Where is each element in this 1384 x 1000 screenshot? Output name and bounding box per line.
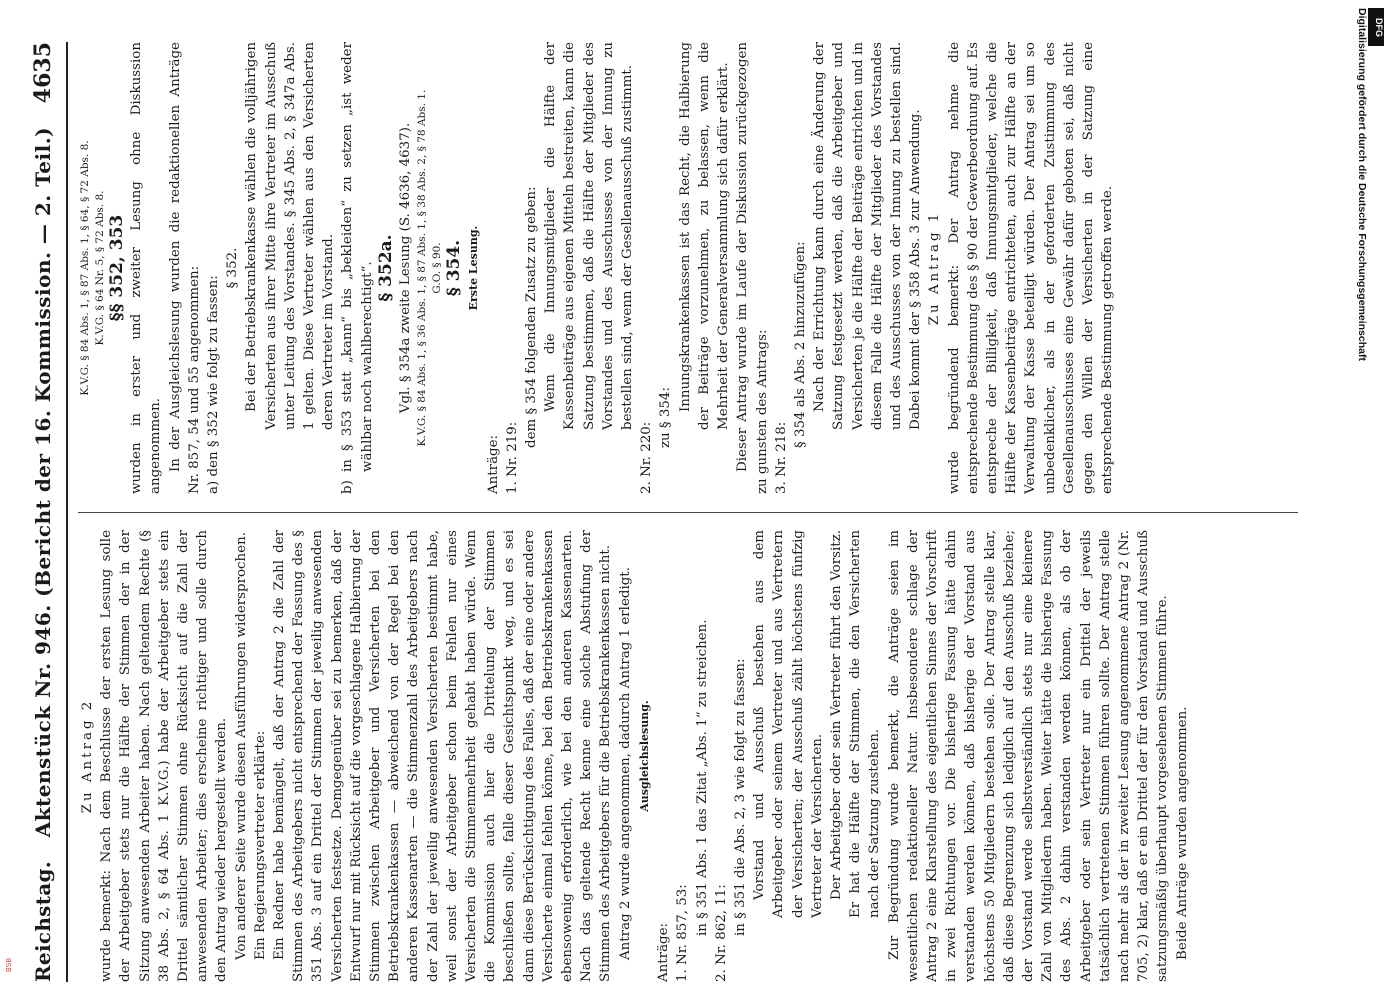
- paragraph: 1. Nr. 219:: [504, 421, 520, 494]
- paragraph: Innungskrankenkassen ist das Recht, die Halbierung der Beiträge vorzunehmen, zu belassen, wenn die Mehrheit der Generalversammlung sich dafür erklärt.: [677, 42, 732, 430]
- paragraph: in § 351 Abs. 1 das Zitat „Abs. 1“ zu streichen.: [694, 619, 710, 936]
- header-title: Aktenstück Nr. 946. (Bericht der 16. Kommission. — 2. Teil.): [31, 126, 55, 838]
- paragraph: Wenn die Innungsmitglieder die Hälfte der Kassenbeiträge aus eigenen Mitteln bestreiten, kann die Satzung bestimmen, daß die Hälfte der Mitglieder des Vorstandes und des Ausschusses von der Innung zu bestellen sind, wenn der Gesellenausschuß zustimmt.: [543, 42, 636, 430]
- paragraph: 2. Nr. 220:: [639, 421, 655, 494]
- paragraph: Bei der Betriebskrankenkasse wählen die volljährigen Versicherten aus ihrer Mitte ihre Vertreter im Ausschuß unter Leitung des Vorstandes. § 345 Abs. 2, § 347a Abs. 1 gelten. Diese Vertreter wählen aus den Versicherten deren Vertreter im Vorstand.: [244, 42, 337, 430]
- paragraph: G.O. § 90.: [431, 242, 444, 294]
- right-column: [78, 42, 1308, 494]
- paragraph: § 352.: [225, 247, 241, 289]
- paragraph: Zu Antrag 1: [927, 210, 943, 326]
- paragraph: § 352a.: [375, 234, 396, 302]
- paragraph: K.V.G. § 64 Nr. 5, § 72 Abs. 8.: [94, 190, 106, 346]
- paragraph: 3. Nr. 218:: [773, 421, 789, 494]
- paragraph: Vorstand und Ausschuß bestehen aus dem Arbeitgeber oder seinem Vertreter und aus Vertretern der Versicherten; der Ausschuß zählt höchstens fünfzig Vertreter der Versicherten.: [752, 530, 825, 918]
- paragraph: in § 351 die Abs. 2, 3 wie folgt zu fassen:: [732, 658, 748, 936]
- paragraph: wurde begründend bemerkt: Der Antrag nehme die entsprechende Bestimmung des § 90 der Gewerbeordnung auf. Es entspreche der Billigkeit, daß Innungsmitglieder, welche die Hälfte der Kassenbeiträge entrichteten, auch zur Hälfte an der Verwaltung der Kasse beteiligt würden. Der Antrag sei um so unbedenklicher, als in der geforderten Zustimmung des Gesellenausschusses eine Gewähr dafür geboten sei, daß nicht gegen den Willen der Versicherten in der Satzung eine entsprechende Bestimmung getroffen werde.: [946, 42, 1116, 494]
- paragraph: zu § 354:: [658, 387, 674, 448]
- paragraph: wurden in erster und zweiter Lesung ohne Diskussion angenommen.: [129, 42, 164, 494]
- page-number: 4635: [30, 42, 56, 104]
- rotated-page: [20, 42, 1320, 982]
- paragraph: Ein Regierungsvertreter erklärte:: [252, 730, 268, 960]
- paragraph: Dieser Antrag wurde im Laufe der Diskussion zurückgezogen zu gunsten des Antrags:: [735, 42, 770, 494]
- paragraph: Erste Lesung.: [467, 225, 481, 311]
- paragraph: K.V.G. § 84 Abs. 1, § 87 Abs. 1, § 64, § 72 Abs. 8.: [79, 140, 91, 396]
- paragraph: Ausgleichslesung.: [637, 700, 651, 812]
- paragraph: §§ 352, 353: [107, 214, 127, 322]
- column-divider: [78, 512, 1298, 513]
- paragraph: a) den § 352 wie folgt zu fassen:: [206, 275, 222, 494]
- paragraph: Nach der Errichtung kann durch eine Änderung der Satzung festgesetzt werden, daß die Arbeitgeber und Versicherten je die Hälfte der Beiträge entrichten und in diesem Falle die Hälfte der Mitglieder des Vorstandes und des Ausschusses von der Innung zu bestellen sind. Dabei kommt der § 358 Abs. 3 zur Anwendung.: [812, 42, 924, 430]
- paragraph: K.V.G. § 84 Abs. 1, § 36 Abs. 1, § 87 Abs. 1, § 38 Abs. 2, § 78 Abs. 1.: [416, 89, 429, 447]
- paragraph: Anträge:: [485, 434, 501, 494]
- paragraph: Der Arbeitgeber oder sein Vertreter führt den Vorsitz. Er hat die Hälfte der Stimmen, die den Versicherten nach der Satzung zustehen.: [828, 530, 883, 918]
- page-header: [20, 42, 68, 982]
- paragraph: Beide Anträge wurden angenommen.: [1174, 706, 1190, 960]
- paragraph: Von anderer Seite wurde diesen Ausführungen widersprochen.: [233, 532, 249, 960]
- library-mark: BSB: [6, 957, 13, 972]
- paragraph: § 354.: [444, 239, 465, 297]
- paragraph: Zur Begründung wurde bemerkt, die Anträge seien im wesentlichen redaktioneller Natur. Insbesondere schlage der Antrag 2 eine Klarstellung des eigentlichen Sinnes der Vorschrift in zwei Richtungen vor. Die bisherige Fassung hätte dahin verstanden werden können, daß bisherige der Vorstand aus höchstens 50 Mitgliedern bestehen solle. Der Antrag stelle klar, daß diese Begrenzung sich lediglich auf den Ausschuß beziehe; der Vorstand werde selbstverständlich stets nur eine kleinere Zahl von Mitgliedern haben. Weiter hätte die bisherige Fassung des Abs. 2 dahin verstanden werden können, als ob der Arbeitgeber oder sein Vertreter nur ein Drittel der jeweils tatsächlich vertretenen Stimmen führen sollte. Der Antrag stelle nach mehr als der in zweiter Lesung angenommene Antrag 2 (Nr. 705, 2) klar, daß er ein Drittel der für den Vorstand und Ausschuß satzungsmäßig überhaupt vorgesehenen Stimmen führe.: [886, 530, 1171, 982]
- paragraph: dem § 354 folgenden Zusatz zu geben:: [524, 186, 540, 448]
- paragraph: wurde bemerkt: Nach dem Beschlusse der ersten Lesung solle der Arbeitgeber stets nur die Hälfte der Stimmen der in der Sitzung anwesenden Arbeiter haben. Nach geltendem Rechte (§ 38 Abs. 2, § 64 Abs. 1 K.V.G.) habe der Arbeitgeber stets ein Drittel sämtlicher Stimmen ohne Rücksicht auf die Zahl der anwesenden Arbeiter; dies erscheine richtiger und solle durch den Antrag wieder hergestellt werden.: [99, 530, 230, 982]
- paragraph: § 354 als Abs. 2 hinzuzufügen:: [792, 241, 808, 448]
- paragraph: b) in § 353 statt „kann“ bis „bekleiden“ zu setzen „ist weder wählbar noch wahlberechtigt“.: [340, 42, 375, 494]
- paragraph: Ein Redner habe bemängelt, daß der Antrag 2 die Zahl der Stimmen des Arbeitgebers nicht entsprechend der Fassung des § 351 Abs. 3 auf ein Drittel der Stimmen der jeweilig anwesenden Versicherten festsetze. Demgegenüber sei zu bemerken, daß der Entwurf nur mit Rücksicht auf die vorgeschlagene Halbierung der Stimmen zwischen Arbeitgeber und Versicherten bei den Betriebskrankenkassen — abweichend von der Regel bei den anderen Kassenarten — die Stimmenzahl des Arbeitgebers nach der Zahl der jeweilig anwesenden Versicherten bestimmt habe, weil sonst der Arbeitgeber schon beim Fehlen nur eines Versicherten die Stimmenmehrheit gehabt haben würde. Wenn die Kommission auch hier die Drittelung der Stimmen beschließen sollte, falle dieser Gesichtspunkt weg, und es sei dann diese Berücksichtigung des Falles, daß der eine oder andere Versicherte einmal fehlen könne, bei den Betriebskrankenkassen ebensowenig erforderlich, wie bei den anderen Kassenarten. Nach das geltende Recht kenne eine solche Abstufung der Stimmen des Arbeitgebers für die Betriebskrankenkassen nicht.: [272, 530, 614, 982]
- side-note: Digitalisierung gefördert durch die Deutsche Forschungsgemeinschaft: [1356, 8, 1368, 361]
- paragraph: 1. Nr. 857, 53:: [675, 884, 691, 982]
- paragraph: Zu Antrag 2: [80, 698, 95, 814]
- paragraph: Vgl. § 354a zweite Lesung (S. 4636, 4637).: [398, 122, 414, 414]
- left-column: [78, 530, 1308, 982]
- paragraph: In der Ausgleichslesung wurden die redaktionellen Anträge Nr. 857, 54 und 55 angenommen:: [167, 42, 202, 494]
- dfg-logo: DFG: [1368, 8, 1384, 46]
- paragraph: 2. Nr. 862, 11:: [713, 884, 729, 982]
- paragraph: Anträge:: [656, 922, 672, 982]
- paragraph: Antrag 2 wurde angenommen, dadurch Antrag 1 erledigt.: [617, 567, 633, 960]
- header-left: Reichstag.: [31, 860, 55, 982]
